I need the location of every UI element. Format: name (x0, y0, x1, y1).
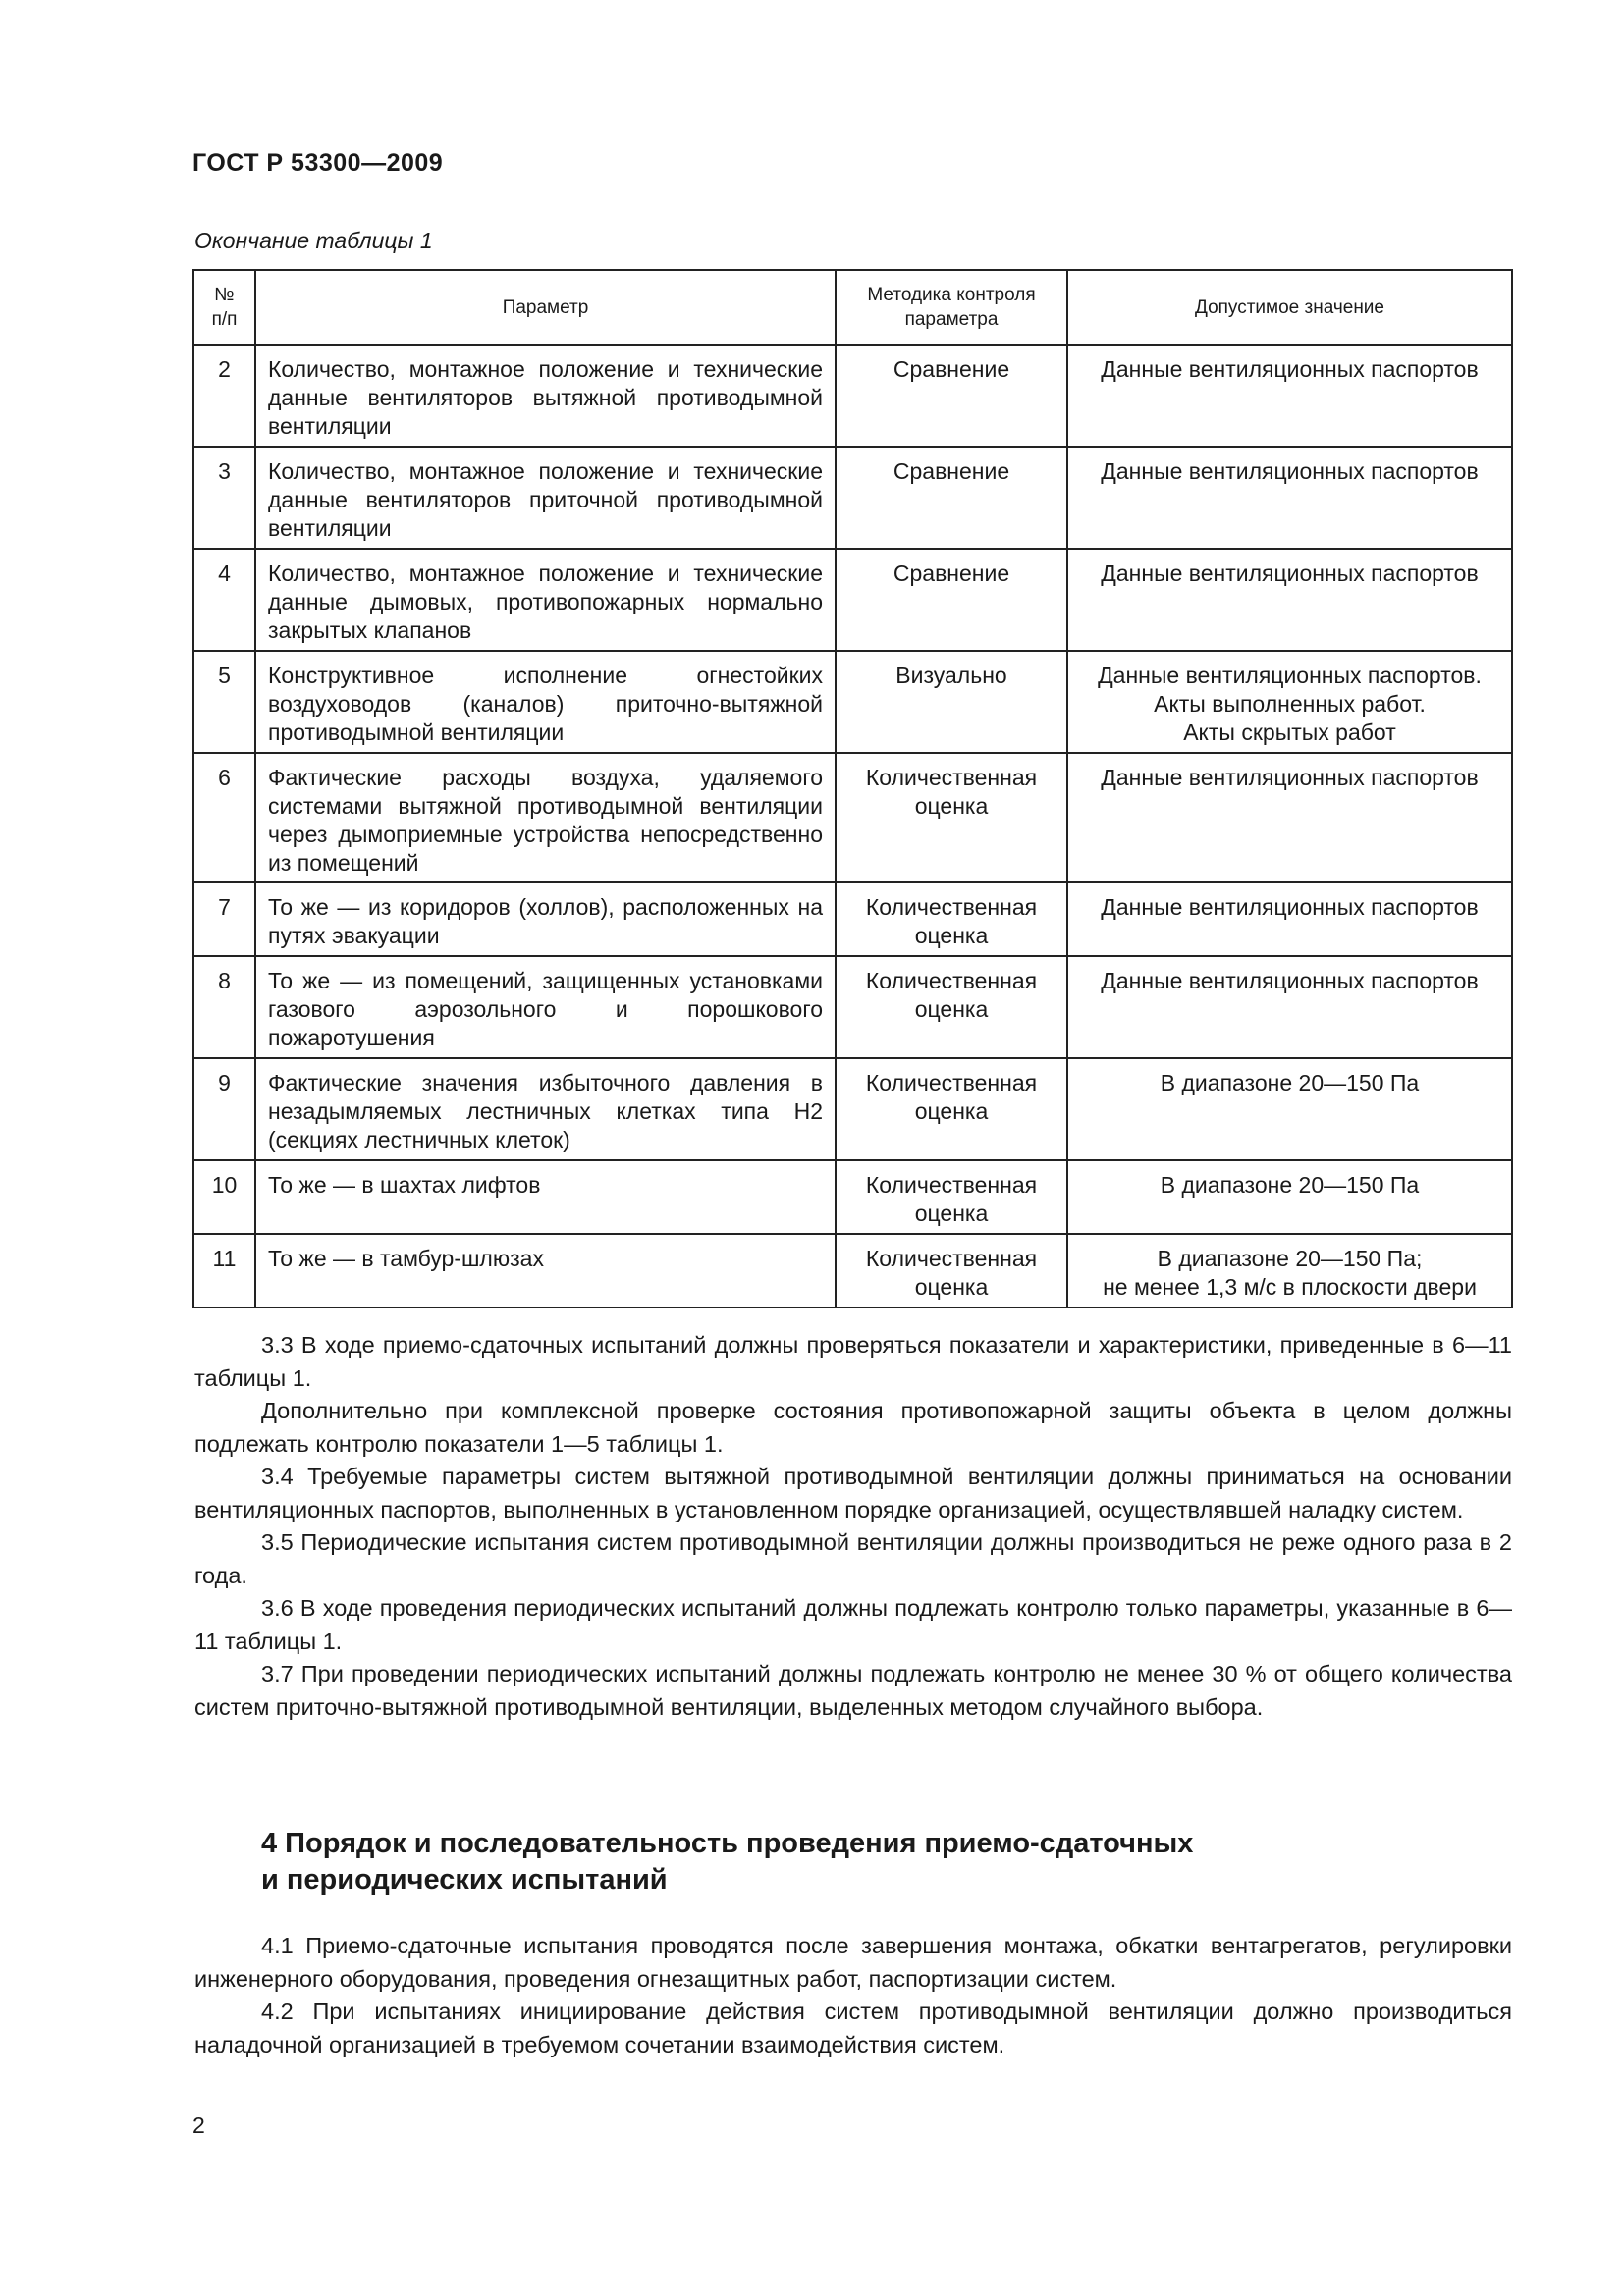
row-value-line: В диапазоне 20—150 Па (1160, 1172, 1420, 1198)
row-method: Количественная оценка (836, 882, 1067, 956)
row-value-line: Данные вентиляционных паспортов (1101, 765, 1479, 790)
parameters-table (192, 269, 1513, 1308)
row-number: 3 (193, 447, 255, 549)
row-value (1067, 1058, 1512, 1160)
header-param: Параметр (255, 270, 836, 345)
row-parameter: То же — из помещений, защищенных установками газового аэрозольного и порошкового пожаротушения (255, 956, 836, 1058)
row-value (1067, 956, 1512, 1058)
table-row (193, 549, 1512, 651)
row-value-line: Акты выполненных работ. (1154, 691, 1426, 717)
row-value-line: Данные вентиляционных паспортов (1101, 894, 1479, 920)
section-4-heading: 4 Порядок и последовательность проведения приемо-сдаточных и периодических испытаний (261, 1828, 1194, 1896)
body-text (194, 1329, 1512, 1724)
page-number: 2 (192, 2112, 205, 2138)
row-method: Сравнение (836, 447, 1067, 549)
table-row (193, 1058, 1512, 1160)
row-parameter: То же — из коридоров (холлов), расположенных на путях эвакуации (255, 882, 836, 956)
row-value-line: Данные вентиляционных паспортов (1101, 356, 1479, 382)
row-value (1067, 549, 1512, 651)
table-row (193, 651, 1512, 753)
row-value (1067, 882, 1512, 956)
row-method: Количественная оценка (836, 956, 1067, 1058)
paragraph: 3.4 Требуемые параметры систем вытяжной противодымной вентиляции должны приниматься на основании вентиляционных паспортов, выполненных в установленном порядке организацией, осуществлявшей наладку систем. (194, 1464, 1512, 1522)
row-number: 4 (193, 549, 255, 651)
paragraph: 4.2 При испытаниях инициирование действия систем противодымной вентиляции должно производиться наладочной организацией в требуемом сочетании взаимодействия систем. (194, 1999, 1512, 2057)
paragraph: 4.1 Приемо-сдаточные испытания проводятся после завершения монтажа, обкатки вентагрегатов, регулировки инженерного оборудования, проведения огнезащитных работ, паспортизации систем. (194, 1933, 1512, 1992)
row-number: 2 (193, 345, 255, 447)
header-method: Методика контроля параметра (836, 270, 1067, 345)
paragraph: 3.7 При проведении периодических испытаний должны подлежать контролю не менее 30 % от общего количества систем приточно-вытяжной противодымной вентиляции, выделенных методом случайного выбора. (194, 1661, 1512, 1720)
table-row (193, 1160, 1512, 1234)
document-header: ГОСТ Р 53300—2009 (192, 149, 444, 177)
row-number: 7 (193, 882, 255, 956)
row-number: 11 (193, 1234, 255, 1308)
header-value: Допустимое значение (1067, 270, 1512, 345)
row-parameter: То же — в шахтах лифтов (255, 1160, 836, 1234)
table-header-row (193, 270, 1512, 345)
row-method: Количественная оценка (836, 753, 1067, 882)
row-value-line: не менее 1,3 м/с в плоскости двери (1103, 1274, 1477, 1300)
row-value-line: Данные вентиляционных паспортов. (1098, 663, 1482, 688)
row-method: Количественная оценка (836, 1058, 1067, 1160)
row-parameter: Фактические расходы воздуха, удаляемого системами вытяжной противодымной вентиляции через дымоприемные устройства непосредственно из помещений (255, 753, 836, 882)
row-value (1067, 753, 1512, 882)
row-parameter: Количество, монтажное положение и технические данные вентиляторов вытяжной противодымной вентиляции (255, 345, 836, 447)
header-num: № п/п (193, 270, 255, 345)
row-number: 9 (193, 1058, 255, 1160)
section-4-text (194, 1930, 1512, 2061)
row-value-line: В диапазоне 20—150 Па; (1157, 1246, 1423, 1271)
row-value (1067, 651, 1512, 753)
row-method: Количественная оценка (836, 1234, 1067, 1308)
row-parameter: Количество, монтажное положение и технические данные дымовых, противопожарных нормально закрытых клапанов (255, 549, 836, 651)
row-method: Визуально (836, 651, 1067, 753)
row-parameter: Количество, монтажное положение и технические данные вентиляторов приточной противодымной вентиляции (255, 447, 836, 549)
row-value-line: Данные вентиляционных паспортов (1101, 968, 1479, 993)
table-row (193, 1234, 1512, 1308)
row-method: Количественная оценка (836, 1160, 1067, 1234)
table-caption: Окончание таблицы 1 (194, 228, 433, 253)
paragraph: 3.5 Периодические испытания систем противодымной вентиляции должны производиться не реже одного раза в 2 года. (194, 1529, 1512, 1588)
row-value-line: Акты скрытых работ (1183, 720, 1396, 745)
paragraph: 3.3 В ходе приемо-сдаточных испытаний должны проверяться показатели и характеристики, приведенные в 6—11 таблицы 1. (194, 1332, 1512, 1391)
row-value-line: Данные вентиляционных паспортов (1101, 561, 1479, 586)
row-value (1067, 447, 1512, 549)
paragraph: Дополнительно при комплексной проверке состояния противопожарной защиты объекта в целом должны подлежать контролю показатели 1—5 таблицы 1. (194, 1398, 1512, 1457)
table-row (193, 753, 1512, 882)
row-parameter: Фактические значения избыточного давления в незадымляемых лестничных клетках типа Н2 (секциях лестничных клеток) (255, 1058, 836, 1160)
row-value-line: Данные вентиляционных паспортов (1101, 458, 1479, 484)
row-method: Сравнение (836, 549, 1067, 651)
row-value-line: В диапазоне 20—150 Па (1160, 1070, 1420, 1095)
row-parameter: То же — в тамбур-шлюзах (255, 1234, 836, 1308)
row-value (1067, 1234, 1512, 1308)
row-value (1067, 345, 1512, 447)
table-row (193, 345, 1512, 447)
row-number: 8 (193, 956, 255, 1058)
row-method: Сравнение (836, 345, 1067, 447)
row-parameter: Конструктивное исполнение огнестойких воздуховодов (каналов) приточно-вытяжной противодымной вентиляции (255, 651, 836, 753)
row-number: 6 (193, 753, 255, 882)
table-row (193, 882, 1512, 956)
row-value (1067, 1160, 1512, 1234)
paragraph: 3.6 В ходе проведения периодических испытаний должны подлежать контролю только параметры, указанные в 6—11 таблицы 1. (194, 1595, 1512, 1654)
row-number: 10 (193, 1160, 255, 1234)
row-number: 5 (193, 651, 255, 753)
table-row (193, 956, 1512, 1058)
table-row (193, 447, 1512, 549)
